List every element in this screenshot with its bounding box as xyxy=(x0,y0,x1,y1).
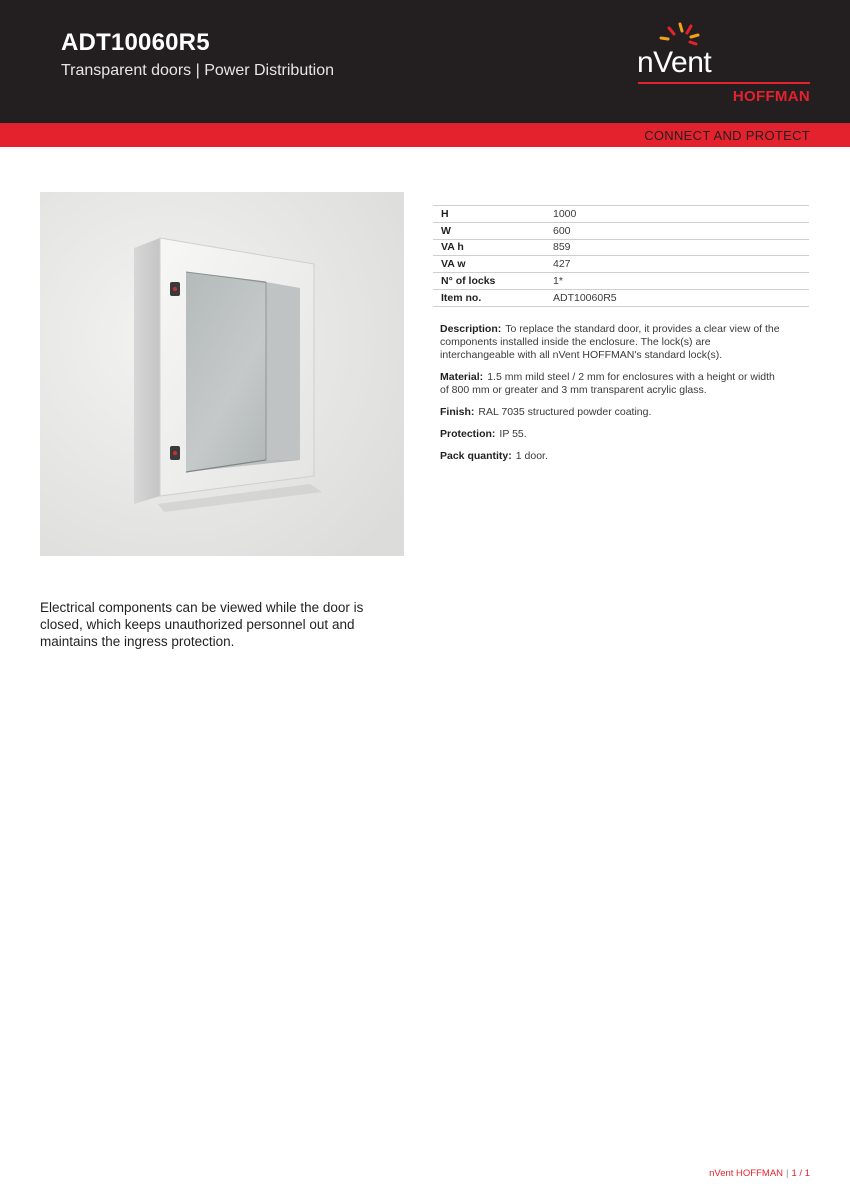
spec-row xyxy=(433,240,809,257)
spec-label: Item no. xyxy=(441,291,482,304)
spec-value: 600 xyxy=(553,224,571,237)
footer-page-number: 1 / 1 xyxy=(791,1168,810,1179)
footer-brand: nVent HOFFMAN xyxy=(709,1168,784,1179)
spec-row xyxy=(433,290,809,307)
spec-table xyxy=(433,205,809,307)
detail-label: Description: xyxy=(440,323,502,335)
spec-value: ADT10060R5 xyxy=(553,291,617,304)
detail-label: Material: xyxy=(440,371,484,383)
spec-value: 1* xyxy=(553,275,563,288)
detail-paragraph xyxy=(440,450,785,463)
product-image xyxy=(40,192,404,556)
footer-separator: | xyxy=(786,1168,789,1179)
detail-paragraph xyxy=(440,371,785,397)
detail-text: To replace the standard door, it provides a clear view of the components installed inside the enclosure. The lock(s) are interchangeable with all nVent HOFFMAN's standard lock(s). xyxy=(440,323,780,361)
page-footer xyxy=(709,1168,810,1179)
spec-label: VA w xyxy=(441,258,466,271)
spec-value: 859 xyxy=(553,241,571,254)
enclosure-illustration xyxy=(40,192,404,556)
spec-value: 427 xyxy=(553,258,571,271)
detail-paragraph xyxy=(440,428,785,441)
spec-label: VA h xyxy=(441,241,464,254)
spec-label: H xyxy=(441,207,449,220)
logo-wordmark: nVent xyxy=(637,46,712,79)
tagline: CONNECT AND PROTECT xyxy=(644,128,810,143)
spec-label: N° of locks xyxy=(441,275,496,288)
spec-row xyxy=(433,223,809,240)
spec-label: W xyxy=(441,224,451,237)
document-subtitle: Transparent doors | Power Distribution xyxy=(61,62,335,79)
spec-value: 1000 xyxy=(553,207,577,220)
detail-text: RAL 7035 structured powder coating. xyxy=(478,406,652,418)
detail-text: 1.5 mm mild steel / 2 mm for enclosures with a height or width of 800 mm or greater and 3 mm transparent acrylic glass. xyxy=(440,371,775,396)
nvent-hoffman-logo xyxy=(636,22,812,108)
detail-label: Finish: xyxy=(440,406,475,418)
detail-label: Protection: xyxy=(440,428,496,440)
logo-brand: HOFFMAN xyxy=(732,88,810,105)
product-details xyxy=(440,323,785,472)
spec-row xyxy=(433,256,809,273)
spec-row xyxy=(433,206,809,223)
detail-label: Pack quantity: xyxy=(440,450,512,462)
detail-paragraph xyxy=(440,406,785,419)
detail-text: IP 55. xyxy=(499,428,527,440)
lead-text: Electrical components can be viewed while the door is closed, which keeps unauthorized personnel out and maintains the ingress protection. xyxy=(40,600,364,649)
document-title: ADT10060R5 xyxy=(61,29,210,56)
tagline-band xyxy=(0,123,850,147)
detail-text: 1 door. xyxy=(515,450,548,462)
header-bar xyxy=(0,0,850,123)
detail-paragraph xyxy=(440,323,785,362)
logo-rule xyxy=(638,82,810,84)
spec-row xyxy=(433,273,809,290)
